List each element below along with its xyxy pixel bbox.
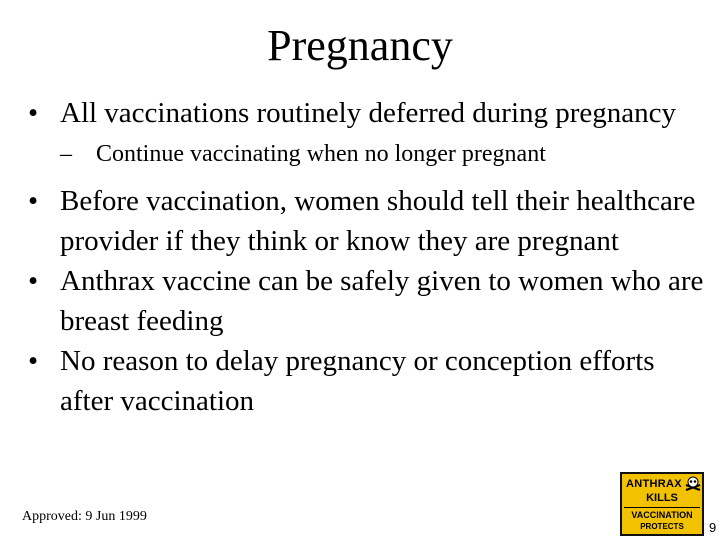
logo-line-3: VACCINATION: [631, 510, 693, 520]
bullet-marker: •: [28, 345, 39, 377]
logo-divider: [624, 507, 700, 508]
page-number: 9: [709, 520, 717, 535]
anthrax-vaccine-logo: [620, 472, 704, 536]
bullet-marker: •: [28, 185, 39, 217]
bullet-text: Anthrax vaccine can be safely given to women who are breast feeding: [60, 265, 704, 337]
logo-line-2: KILLS: [646, 492, 678, 504]
bullet-text: No reason to delay pregnancy or conception efforts after vaccination: [60, 345, 655, 417]
bullet-item: [28, 261, 708, 341]
bullet-marker: •: [28, 265, 39, 297]
sub-bullet-marker: –: [60, 141, 72, 167]
bullet-marker: •: [28, 97, 39, 129]
sub-bullet-item: [60, 137, 708, 171]
skull-crossbones-icon: [684, 476, 702, 492]
bullet-text: All vaccinations routinely deferred during pregnancy: [60, 97, 677, 129]
logo-line-4: PROTECTS: [640, 522, 684, 531]
bullet-item: [28, 181, 708, 261]
bullet-list: [28, 93, 708, 421]
bullet-item: [28, 93, 708, 133]
logo-line-1: ANTHRAX: [626, 478, 682, 490]
slide-title: Pregnancy: [267, 21, 453, 70]
bullet-text: Before vaccination, women should tell their healthcare provider if they think or know they are pregnant: [60, 185, 696, 257]
sub-bullet-text: Continue vaccinating when no longer pregnant: [96, 141, 546, 167]
approval-footer: Approved: 9 Jun 1999: [22, 509, 147, 524]
bullet-item: [28, 341, 708, 421]
